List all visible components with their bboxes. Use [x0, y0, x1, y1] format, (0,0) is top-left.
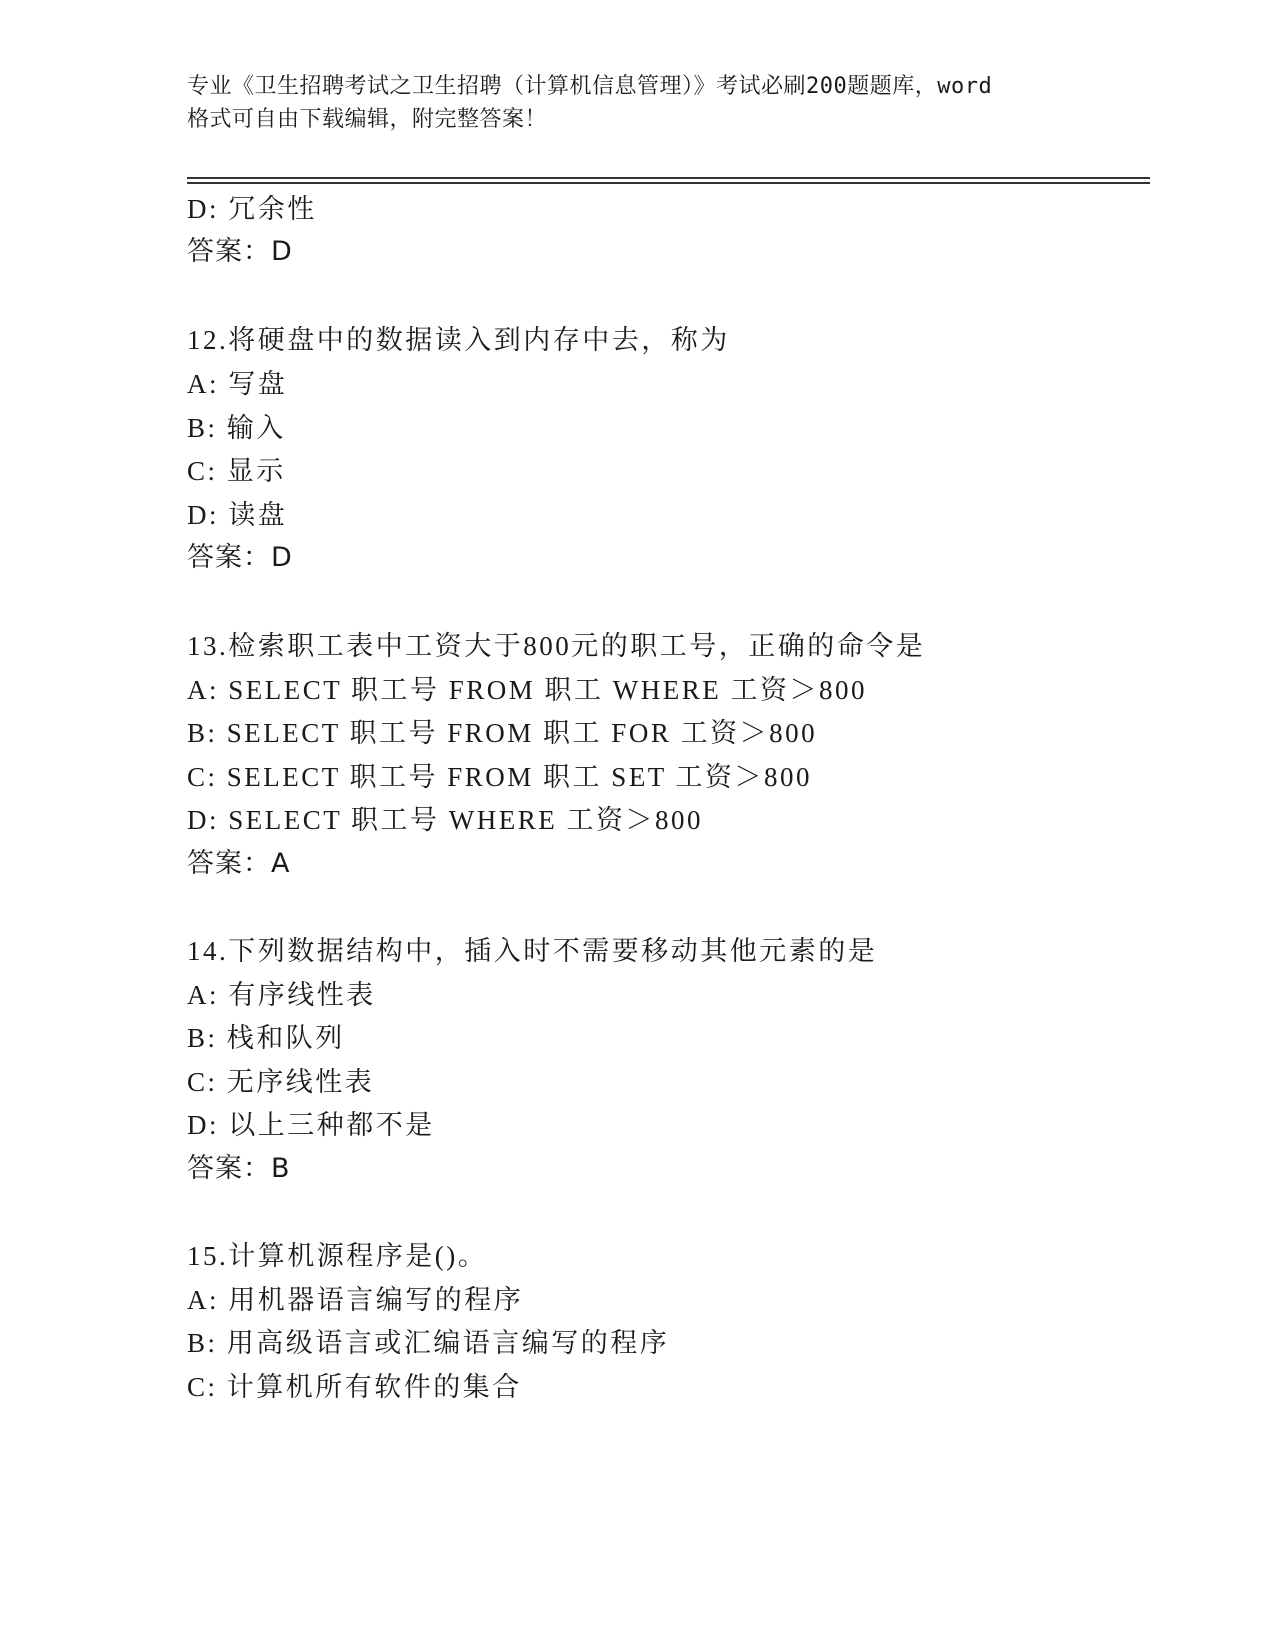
q12-option-d: D: 读盘	[187, 500, 288, 530]
q15-option-b: B: 用高级语言或汇编语言编写的程序	[187, 1328, 670, 1358]
q11-answer: 答案：D	[187, 236, 293, 267]
q13-option-d: D: SELECT 职工号 WHERE 工资＞800	[187, 805, 703, 835]
header-line-2: 格式可自由下载编辑，附完整答案！	[187, 107, 548, 132]
q11-option-d: D: 冗余性	[187, 194, 317, 224]
q13-question: 13.检索职工表中工资大于800元的职工号，正确的命令是	[187, 631, 926, 661]
header-divider-bottom	[187, 182, 1150, 184]
q12-answer: 答案：D	[187, 542, 293, 573]
q14-answer: 答案：B	[187, 1153, 291, 1184]
q12-option-c: C: 显示	[187, 456, 286, 486]
q15-option-a: A: 用机器语言编写的程序	[187, 1285, 524, 1315]
q13-option-c: C: SELECT 职工号 FROM 职工 SET 工资＞800	[187, 762, 813, 792]
q14-option-b: B: 栈和队列	[187, 1023, 345, 1053]
header-line-1: 专业《卫生招聘考试之卫生招聘（计算机信息管理）》考试必刷200题题库，word	[187, 74, 993, 99]
q12-option-a: A: 写盘	[187, 369, 288, 399]
q13-option-a: A: SELECT 职工号 FROM 职工 WHERE 工资＞800	[187, 675, 868, 705]
q13-answer: 答案：A	[187, 848, 291, 879]
q14-option-d: D: 以上三种都不是	[187, 1110, 435, 1140]
q14-question: 14.下列数据结构中，插入时不需要移动其他元素的是	[187, 936, 878, 966]
q15-question: 15.计算机源程序是()。	[187, 1241, 488, 1271]
q13-option-b: B: SELECT 职工号 FROM 职工 FOR 工资＞800	[187, 718, 818, 748]
q14-option-c: C: 无序线性表	[187, 1067, 375, 1097]
document-header	[187, 70, 1087, 136]
q14-option-a: A: 有序线性表	[187, 980, 376, 1010]
q15-option-c: C: 计算机所有软件的集合	[187, 1372, 522, 1402]
q12-option-b: B: 输入	[187, 413, 286, 443]
q12-question: 12.将硬盘中的数据读入到内存中去，称为	[187, 325, 730, 355]
header-divider-top	[187, 177, 1150, 179]
